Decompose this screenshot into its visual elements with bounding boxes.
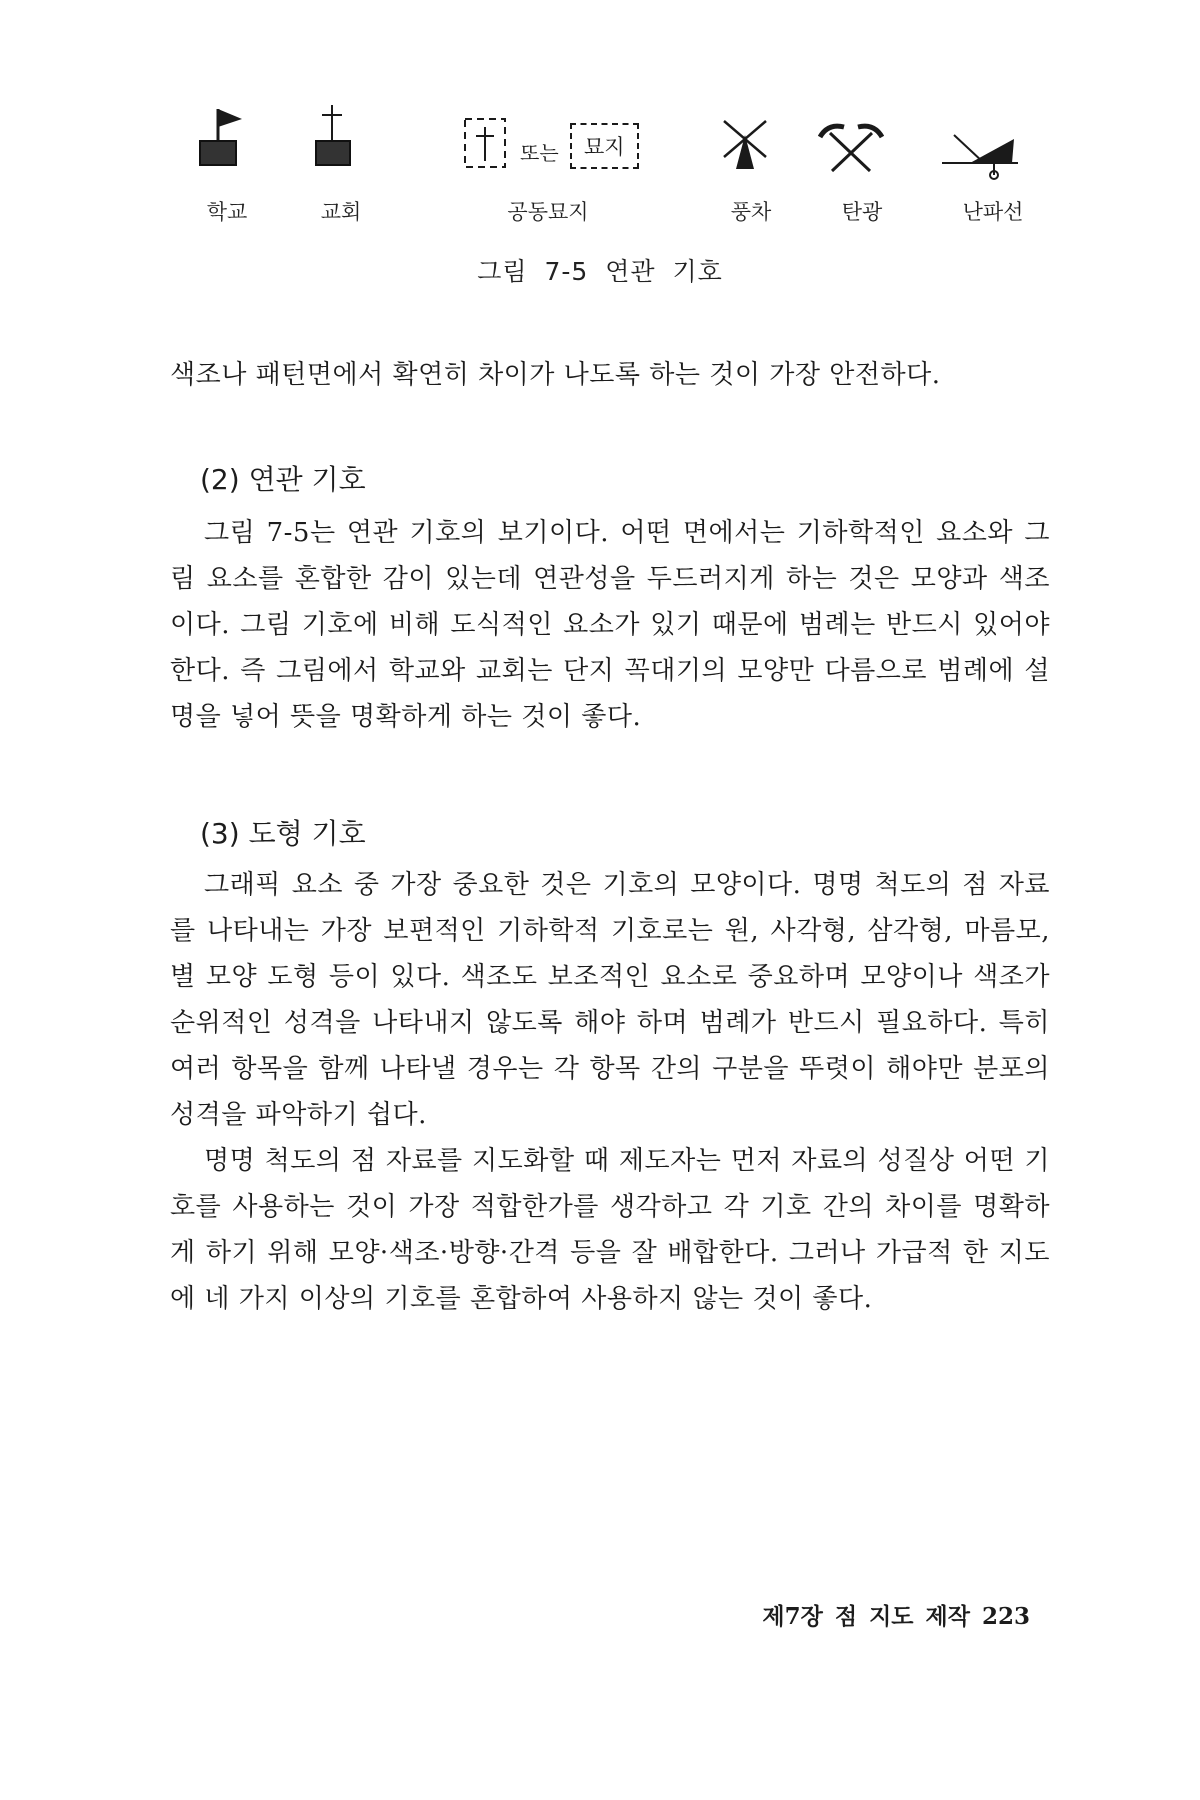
footer-chapter: 제7장 점 지도 제작 bbox=[762, 1603, 970, 1630]
paragraph-3: 명명 척도의 점 자료를 지도화할 때 제도자는 먼저 자료의 성질상 어떤 기호를 사용하는 것이 가장 적합한가를 생각하고 각 기호 간의 차이를 명확하게 하기 위해 모양·색조·방향·간격 등을 잘 배합한다. 그러나 가급적 한 지도에 네 가지 이상의 기호를 혼합하여 사용하지 않는 것이 좋다. bbox=[170, 1146, 1050, 1314]
section-2-body bbox=[170, 510, 1050, 740]
section-heading-2: (2) 연관 기호 bbox=[200, 463, 366, 496]
mine-pickaxe-icon bbox=[818, 121, 884, 177]
cemetery-alt-label: 묘지 bbox=[584, 135, 625, 159]
cemetery-or-text: 또는 bbox=[520, 141, 559, 165]
paragraph-continued bbox=[170, 352, 1050, 398]
paragraph-1: 그림 7-5는 연관 기호의 보기이다. 어떤 면에서는 기하학적인 요소와 그림 요소를 혼합한 감이 있는데 연관성을 두드러지게 하는 것은 모양과 색조이다. 그림 기호에 비해 도식적인 요소가 있기 때문에 범례는 반드시 있어야 한다. 즉 그림에서 학교와 교회는 단지 꼭대기의 모양만 다름으로 범례에 설명을 넣어 뜻을 명확하게 하는 것이 좋다. bbox=[170, 518, 1050, 732]
paragraph-2: 그래픽 요소 중 가장 중요한 것은 기호의 모양이다. 명명 척도의 점 자료를 나타내는 가장 보편적인 기하학적 기호로는 원, 사각형, 삼각형, 마름모, 별 모양 도형 등이 있다. 색조도 보조적인 요소로 중요하며 모양이나 색조가 순위적인 성격을 나타내지 않도록 해야 하며 범례가 반드시 필요하다. 특히 여러 항목을 함께 나타낼 경우는 각 항목 간의 구분을 뚜렷이 해야만 분포의 성격을 파악하기 쉽다. bbox=[170, 870, 1050, 1130]
label-mine: 탄광 bbox=[841, 200, 883, 224]
label-cemetery: 공동묘지 bbox=[507, 200, 589, 224]
page-footer bbox=[762, 1598, 1030, 1631]
cemetery-alt-box bbox=[570, 123, 639, 169]
page-number: 223 bbox=[981, 1603, 1030, 1630]
shipwreck-icon bbox=[940, 129, 1020, 181]
church-cross-icon bbox=[312, 103, 362, 175]
paragraph-0: 색조나 패턴면에서 확연히 차이가 나도록 하는 것이 가장 안전하다. bbox=[170, 360, 941, 390]
label-windmill: 풍차 bbox=[730, 200, 772, 224]
section-heading-3: (3) 도형 기호 bbox=[200, 817, 366, 850]
label-school: 학교 bbox=[206, 200, 248, 224]
cemetery-icon bbox=[462, 115, 512, 175]
label-church: 교회 bbox=[320, 200, 362, 224]
figure-caption: 그림 7-5 연관 기호 bbox=[477, 257, 723, 286]
label-shipwreck: 난파선 bbox=[962, 200, 1024, 224]
school-flag-icon bbox=[196, 105, 256, 175]
windmill-icon bbox=[718, 117, 772, 179]
section-3-body bbox=[170, 862, 1050, 1322]
